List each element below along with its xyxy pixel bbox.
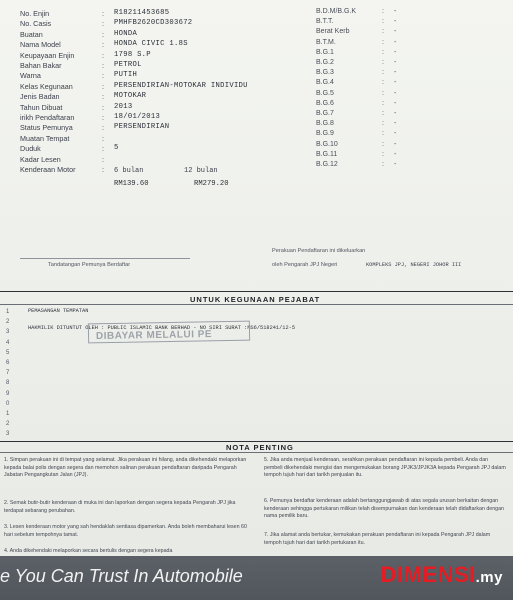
note-item: 7. Jika alamat anda bertukar, kemukakan perakuan pendaftaran ini kepada Pengarah JPJ dalam tempoh tujuh hari dari tarikh pertukaran itu. <box>264 532 491 546</box>
colon: : <box>382 48 384 56</box>
colon: : <box>102 9 104 18</box>
weight-value: - <box>394 8 397 15</box>
colon: : <box>102 19 104 29</box>
registration-label: Kenderaan Motor <box>20 165 76 174</box>
colon: : <box>102 133 104 143</box>
notes-title: NOTA PENTING <box>226 443 294 452</box>
weight-label: Berat Kerb <box>316 28 350 36</box>
weight-value: - <box>394 161 397 168</box>
official-use-title: UNTUK KEGUNAAN PEJABAT <box>190 295 321 304</box>
weight-value: - <box>394 140 397 148</box>
colon: : <box>382 8 384 15</box>
colon: : <box>382 99 384 107</box>
weight-label: B.G.1 <box>316 48 334 56</box>
registration-label: No. Casis <box>20 19 52 29</box>
registration-value: HONDA CIVIC 1.8S <box>114 40 188 49</box>
registration-value: PMHFB2620CD303672 <box>114 19 193 28</box>
weight-value: - <box>394 38 397 46</box>
line-number: 3 <box>6 329 10 336</box>
weight-label: B.D.M/B.G.K <box>316 8 357 15</box>
registration-row <box>20 164 114 175</box>
registration-label: Jenis Badan <box>20 92 60 102</box>
banner-tagline: e You Can Trust In Automobile <box>0 566 243 586</box>
colon: : <box>102 113 104 122</box>
weight-label: B.T.M. <box>316 38 336 46</box>
note-item: 2. Semak butir-butir kenderaan di muka ini dan laporkan dengan segera kepada Pengarah JPJ jika terdapat sebarang perubahan. <box>4 500 236 514</box>
registration-row <box>20 133 114 144</box>
license-fee-6: RM139.60 <box>114 180 149 188</box>
registration-value: PETROL <box>114 61 142 69</box>
colon: : <box>102 144 104 154</box>
colon: : <box>102 154 104 164</box>
weight-value: - <box>394 130 397 138</box>
payment-stamp: DIBAYAR MELALUI PE <box>95 328 213 343</box>
weight-value: - <box>394 69 397 77</box>
issuing-office: KOMPLEKS JPJ, NEGERI JOHOR III <box>366 262 462 268</box>
colon: : <box>382 28 384 36</box>
line-number: 2 <box>6 319 10 326</box>
colon: : <box>102 92 104 102</box>
approval-line-2: oleh Pengarah JPJ Negeri <box>272 262 338 268</box>
line-number: 1 <box>6 411 10 417</box>
colon: : <box>382 110 384 117</box>
weight-value: - <box>394 89 397 97</box>
registration-label: No. Enjin <box>20 9 50 18</box>
registration-value: 18/01/2013 <box>114 113 161 121</box>
registration-label: Tahun Dibuat <box>20 102 63 112</box>
colon: : <box>382 79 384 87</box>
registration-value: PERSENDIRIAN-MOTOKAR INDIVIDU <box>114 81 248 90</box>
registration-label: Kadar Lesen <box>20 154 61 164</box>
owner-signature-label: Tandatangan Pemunya Berdaftar <box>48 262 131 268</box>
registration-row <box>20 70 137 81</box>
license-fee-12: RM279.20 <box>194 180 229 188</box>
line-number: 7 <box>6 370 10 377</box>
colon: : <box>382 140 384 148</box>
registration-value: PUTIH <box>114 71 138 80</box>
line-number: 9 <box>6 390 10 397</box>
registration-row <box>20 39 188 50</box>
license-period-12: 12 bulan <box>184 167 218 175</box>
colon: : <box>382 130 384 138</box>
weight-row <box>316 159 396 170</box>
registration-row <box>20 81 248 92</box>
registration-label: Status Pemunya <box>20 123 73 133</box>
registration-label: Warna <box>20 71 41 81</box>
line-number: 4 <box>6 339 10 346</box>
colon: : <box>102 29 104 39</box>
colon: : <box>382 120 384 128</box>
colon: : <box>382 150 384 158</box>
registration-row <box>20 18 192 29</box>
registration-row <box>20 102 132 113</box>
license-period-6: 6 bulan <box>114 167 144 175</box>
line-number: 5 <box>6 349 10 356</box>
registration-row <box>20 143 119 154</box>
colon: : <box>102 71 104 81</box>
colon: : <box>102 123 104 133</box>
weight-label: B.G.7 <box>316 110 334 117</box>
official-entry-2: HAKMILIK DITUNTUT OLEH : PUBLIC ISLAMIC BANK BERHAD - NO SIRI SURAT :MS6/518241/12-5 <box>28 325 296 331</box>
registration-label: Muatan Tempat <box>20 133 70 143</box>
weight-value: - <box>394 150 397 158</box>
registration-value: 2013 <box>114 102 133 111</box>
note-item: 6. Pemunya berdaftar kenderaan adalah bertanggungjawab di atas segala urusan berkaitan dengan kenderaan sehingga pertukaran milikan telah disempurnakan dan kenderaan telah didaftarkan dengan nama pemilik baru. <box>264 498 504 519</box>
note-item: 5. Jika anda menjual kenderaan, serahkan perakuan pendaftaran ini kepada pembeli. Anda dan pembeli dikehendaki mengisi dan mengemukakan borang JPJK3/JPJK3A kepada Pengarah JPJ dalam tempoh tujuh hari dari tarikh penjualan itu. <box>264 457 506 478</box>
weight-label: B.G.4 <box>316 79 334 87</box>
colon: : <box>382 38 384 46</box>
weight-value: - <box>394 110 397 117</box>
colon: : <box>102 50 104 60</box>
registration-value: MOTOKAR <box>114 92 147 101</box>
weight-value: - <box>394 99 397 107</box>
line-number: 1 <box>6 309 10 315</box>
weight-label: B.G.6 <box>316 99 334 107</box>
registration-row <box>20 154 114 165</box>
registration-label: Bahan Bakar <box>20 61 62 70</box>
note-item: 4. Anda dikehendaki melaporkan secara bertulis dengan segera kepada <box>4 548 173 554</box>
registration-row <box>20 112 160 123</box>
registration-label: Keupayaan Enjin <box>20 50 75 60</box>
weight-label: B.G.5 <box>316 89 334 97</box>
line-number: 3 <box>6 431 10 438</box>
weight-label: B.G.11 <box>316 150 338 158</box>
watermark-banner <box>0 556 513 600</box>
registration-row <box>20 91 146 102</box>
registration-row <box>20 50 151 61</box>
line-number: 6 <box>6 360 10 366</box>
registration-value: R18211453685 <box>114 9 170 17</box>
weight-label: B.T.T. <box>316 18 334 26</box>
registration-value: 5 <box>114 144 119 153</box>
weight-value: - <box>394 120 397 128</box>
colon: : <box>382 59 384 66</box>
registration-label: Nama Model <box>20 40 61 50</box>
line-number: 0 <box>6 400 10 407</box>
registration-row <box>20 60 142 71</box>
registration-value: PERSENDIRIAN <box>114 123 170 132</box>
registration-value: 1798 S.P <box>114 50 151 59</box>
note-item: 1. Simpan perakuan ini di tempat yang selamat. Jika perakuan ini hilang, anda dikehendaki melaporkan kepada balai polis dengan segera dan memohon salinan perakuan pendaftaran daripada Pengarah Jabatan Pengangkutan Jalan (JPJ). <box>4 457 247 478</box>
registration-value: HONDA <box>114 29 138 38</box>
registration-label: Buatan <box>20 29 43 39</box>
colon: : <box>102 81 104 91</box>
registration-row <box>20 29 137 40</box>
line-number: 8 <box>6 380 10 387</box>
line-number: 2 <box>6 421 10 428</box>
colon: : <box>382 69 384 77</box>
note-item: 3. Lesen kenderaan motor yang sah hendaklah sentiasa dipamerkan. Anda boleh membaharui lesen 60 hari sebelum tempohnya tamat. <box>4 524 247 538</box>
colon: : <box>102 40 104 50</box>
registration-label: Kelas Kegunaan <box>20 81 73 91</box>
colon: : <box>382 161 384 168</box>
colon: : <box>382 18 384 26</box>
weight-value: - <box>394 79 397 87</box>
weight-value: - <box>394 18 397 26</box>
weight-value: - <box>394 48 397 56</box>
weight-label: B.G.9 <box>316 130 334 138</box>
weight-label: B.G.12 <box>316 161 338 168</box>
registration-row <box>20 8 169 19</box>
colon: : <box>102 165 104 174</box>
logo-suffix: .my <box>475 569 503 586</box>
weight-label: B.G.2 <box>316 59 334 66</box>
colon: : <box>102 61 104 70</box>
weight-label: B.G.3 <box>316 69 334 77</box>
dimensi-logo <box>380 562 503 588</box>
logo-main: DIMENSI <box>380 562 476 587</box>
registration-label: Duduk <box>20 144 41 154</box>
colon: : <box>102 102 104 112</box>
approval-line-1: Perakuan Pendaftaran ini dikeluarkan <box>272 248 366 254</box>
weight-label: B.G.10 <box>316 140 338 148</box>
weight-value: - <box>394 59 397 66</box>
registration-label: irikh Pendaftaran <box>20 113 75 122</box>
weight-value: - <box>394 28 397 36</box>
weight-label: B.G.8 <box>316 120 334 128</box>
registration-row <box>20 122 169 133</box>
colon: : <box>382 89 384 97</box>
official-entry-1: PEMASANGAN TEMPATAN <box>28 308 89 314</box>
